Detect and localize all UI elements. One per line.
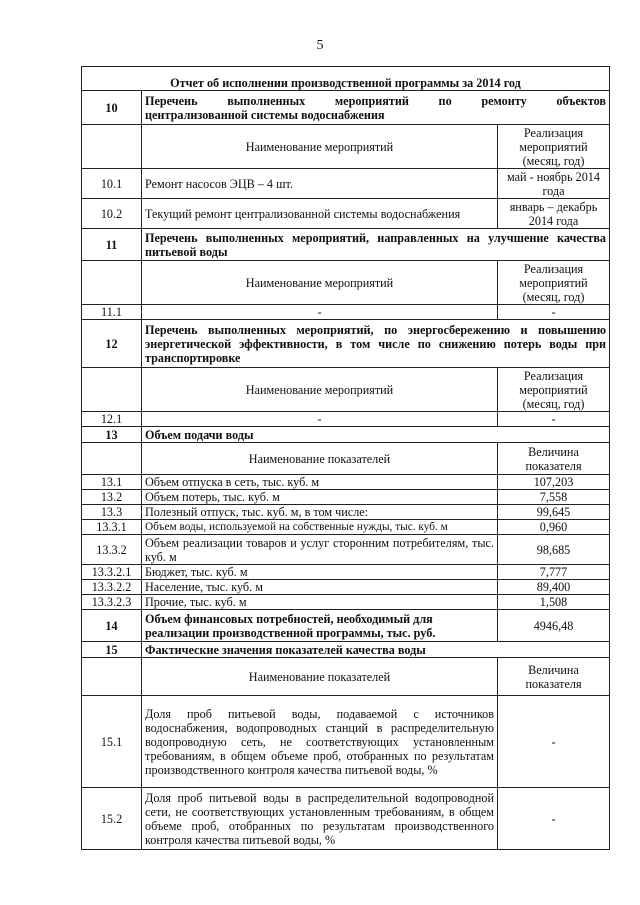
table-row <box>82 490 610 505</box>
section-number: 11 <box>82 229 142 261</box>
section-heading: Объем финансовых потребностей, необходимый для реализации производственной программы, тыс. руб. <box>142 610 498 642</box>
row-number: 13.3.2.2 <box>82 580 142 595</box>
section-11-heading-row <box>82 229 610 261</box>
section-number: 12 <box>82 320 142 368</box>
row-number: 13.3.2.1 <box>82 565 142 580</box>
table-row <box>82 580 610 595</box>
col-value-header: Реализация мероприятий (месяц, год) <box>498 261 610 305</box>
row-value: 89,400 <box>498 580 610 595</box>
row-number: 13.3.1 <box>82 520 142 535</box>
column-header-row <box>82 443 610 475</box>
section-heading-line: централизованной системы водоснабжения <box>145 107 385 122</box>
col-value-header: Реализация мероприятий (месяц, год) <box>498 368 610 412</box>
row-name: Объем отпуска в сеть, тыс. куб. м <box>142 475 498 490</box>
table-row <box>82 788 610 850</box>
table-row <box>82 535 610 565</box>
col-value-header: Величина показателя <box>498 658 610 696</box>
section-heading: Фактические значения показателей качества воды <box>142 642 610 658</box>
table-row <box>82 520 610 535</box>
report-title: Отчет об исполнении производственной программы за 2014 год <box>82 67 610 91</box>
section-number: 13 <box>82 427 142 443</box>
title-row <box>82 67 610 91</box>
table-row <box>82 305 610 320</box>
row-value: 7,777 <box>498 565 610 580</box>
row-name: Объем реализации товаров и услуг сторонним потребителям, тыс. куб. м <box>142 535 498 565</box>
table-row <box>82 169 610 199</box>
table-row <box>82 595 610 610</box>
column-header-row <box>82 368 610 412</box>
row-value: - <box>498 696 610 788</box>
row-value: - <box>498 305 610 320</box>
page-number: 5 <box>316 38 324 53</box>
row-value: май - ноябрь 2014 года <box>498 169 610 199</box>
col-name-header: Наименование показателей <box>142 658 498 696</box>
col-name-header: Наименование мероприятий <box>142 261 498 305</box>
report-table <box>81 66 610 850</box>
row-name: Объем воды, используемой на собственные нужды, тыс. куб. м <box>142 520 498 535</box>
section-15-heading-row <box>82 642 610 658</box>
row-value: 98,685 <box>498 535 610 565</box>
section-number: 15 <box>82 642 142 658</box>
col-name-header: Наименование показателей <box>142 443 498 475</box>
col-name-header: Наименование мероприятий <box>142 125 498 169</box>
row-value: 99,645 <box>498 505 610 520</box>
section-12-heading-row <box>82 320 610 368</box>
row-number: 13.1 <box>82 475 142 490</box>
row-value: 7,558 <box>498 490 610 505</box>
row-name: Ремонт насосов ЭЦВ – 4 шт. <box>142 169 498 199</box>
table-row <box>82 505 610 520</box>
row-value: 1,508 <box>498 595 610 610</box>
row-value: 107,203 <box>498 475 610 490</box>
row-number: 10.1 <box>82 169 142 199</box>
section-heading-line: Перечень выполненных мероприятий по ремонту объектов <box>145 93 607 108</box>
row-value: - <box>498 788 610 850</box>
table-row <box>82 696 610 788</box>
row-name: Текущий ремонт централизованной системы водоснабжения <box>142 199 498 229</box>
row-number: 11.1 <box>82 305 142 320</box>
table-row <box>82 475 610 490</box>
section-number: 14 <box>82 610 142 642</box>
table-row <box>82 412 610 427</box>
row-value: 0,960 <box>498 520 610 535</box>
row-number: 10.2 <box>82 199 142 229</box>
row-number: 12.1 <box>82 412 142 427</box>
row-name: - <box>142 305 498 320</box>
section-13-heading-row <box>82 427 610 443</box>
row-name: Объем потерь, тыс. куб. м <box>142 490 498 505</box>
row-name: Бюджет, тыс. куб. м <box>142 565 498 580</box>
row-name: - <box>142 412 498 427</box>
column-header-row <box>82 261 610 305</box>
row-value: 4946,48 <box>498 610 610 642</box>
row-name: Доля проб питьевой воды, подаваемой с источников водоснабжения, водопроводных станций в распределительную водопроводную сеть, не соответствующих установленным требованиям, в общем объеме проб, отобранных по результатам производственного контроля качества питьевой воды, % <box>142 696 498 788</box>
table-row <box>82 565 610 580</box>
section-heading: Перечень выполненных мероприятий, по энергосбережению и повышению энергетической эффективности, в том числе по снижению потерь воды при транспортировке <box>142 320 610 368</box>
row-name: Доля проб питьевой воды в распределительной водопроводной сети, не соответствующих установленным требованиям, в общем объеме проб, отобранных по результатам производственного контроля качества питьевой воды, % <box>142 788 498 850</box>
section-10-heading-row <box>82 91 610 125</box>
row-value: январь – декабрь 2014 года <box>498 199 610 229</box>
section-heading: Перечень выполненных мероприятий, направленных на улучшение качества питьевой воды <box>142 229 610 261</box>
section-14-row <box>82 610 610 642</box>
table-row <box>82 199 610 229</box>
column-header-row <box>82 125 610 169</box>
row-value: - <box>498 412 610 427</box>
row-name: Прочие, тыс. куб. м <box>142 595 498 610</box>
row-number: 15.2 <box>82 788 142 850</box>
row-number: 13.3.2.3 <box>82 595 142 610</box>
row-number: 13.3 <box>82 505 142 520</box>
row-name: Население, тыс. куб. м <box>142 580 498 595</box>
row-name: Полезный отпуск, тыс. куб. м, в том числе: <box>142 505 498 520</box>
col-value-header: Реализация мероприятий (месяц, год) <box>498 125 610 169</box>
section-heading <box>142 91 610 125</box>
col-name-header: Наименование мероприятий <box>142 368 498 412</box>
row-number: 13.2 <box>82 490 142 505</box>
section-heading: Объем подачи воды <box>142 427 610 443</box>
row-number: 13.3.2 <box>82 535 142 565</box>
section-number: 10 <box>82 91 142 125</box>
row-number: 15.1 <box>82 696 142 788</box>
column-header-row <box>82 658 610 696</box>
col-value-header: Величина показателя <box>498 443 610 475</box>
